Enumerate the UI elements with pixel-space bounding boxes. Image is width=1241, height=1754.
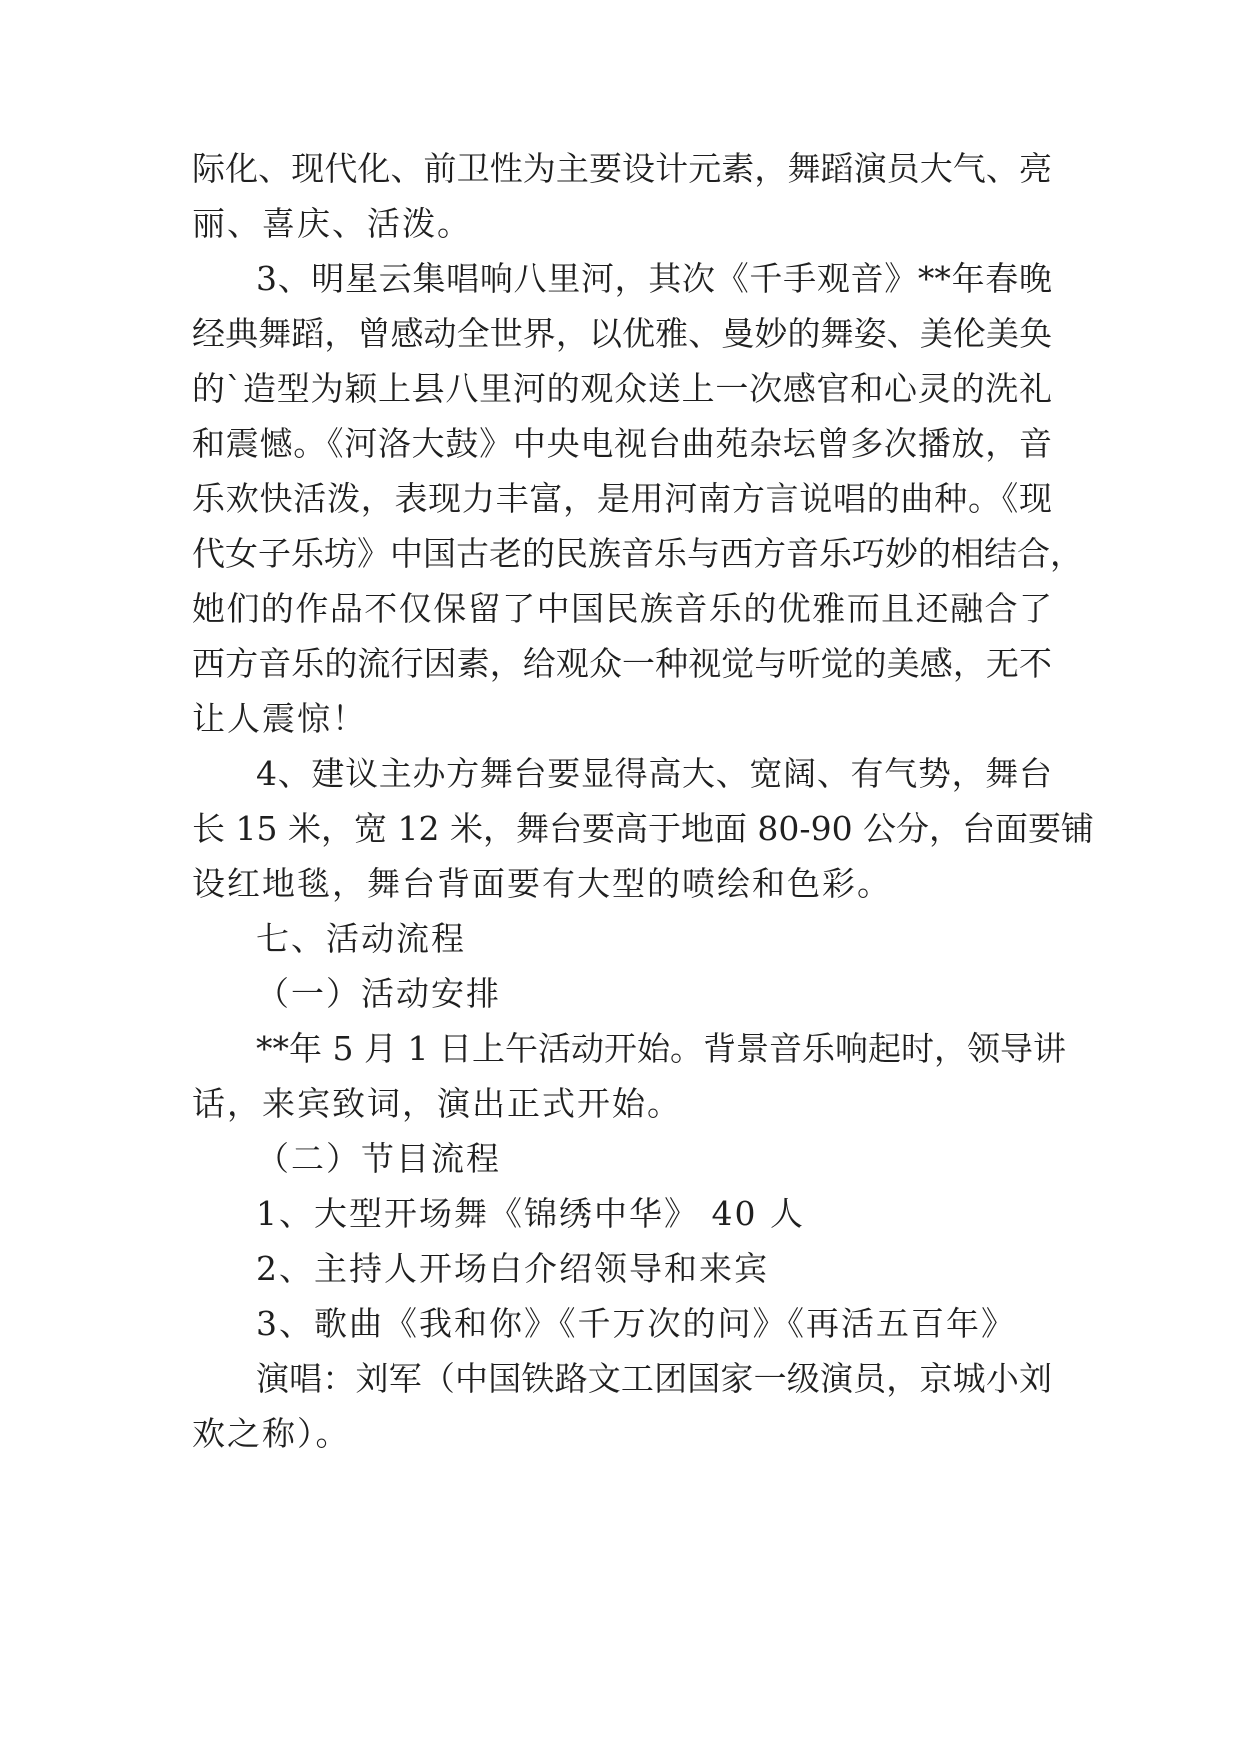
text-line-11: 让人震惊！ — [192, 699, 367, 738]
text-line-17: **年 5 月 1 日上午活动开始。背景音乐响起时，领导讲 — [256, 1029, 1066, 1068]
program-item-1: 1、大型开场舞《锦绣中华》 40 人 — [256, 1194, 805, 1233]
text-line-9: 她们的作品不仅保留了中国民族音乐的优雅而且还融合了 — [192, 589, 1052, 628]
text-line-4: 经典舞蹈，曾感动全世界，以优雅、曼妙的舞姿、美伦美奂 — [192, 314, 1052, 353]
text-line-13: 长 15 米，宽 12 米，舞台要高于地面 80-90 公分，台面要铺 — [192, 809, 1095, 848]
text-line-14: 设红地毯，舞台背面要有大型的喷绘和色彩。 — [192, 864, 892, 903]
text-line-12: 4、建议主办方舞台要显得高大、宽阔、有气势，舞台 — [256, 754, 1052, 793]
text-line-18: 话，来宾致词，演出正式开始。 — [192, 1084, 682, 1123]
program-item-3: 3、歌曲《我和你》《千万次的问》《再活五百年》 — [256, 1304, 1016, 1343]
text-line-3: 3、明星云集唱响八里河，其次《千手观音》**年春晚 — [256, 259, 1052, 298]
subsection-heading-1: （一）活动安排 — [256, 974, 501, 1013]
text-line-7: 乐欢快活泼，表现力丰富，是用河南方言说唱的曲种。《现 — [192, 479, 1052, 518]
subsection-heading-2: （二）节目流程 — [256, 1139, 501, 1178]
text-line-23: 演唱：刘军（中国铁路文工团国家一级演员，京城小刘 — [256, 1359, 1052, 1398]
program-item-2: 2、主持人开场白介绍领导和来宾 — [256, 1249, 769, 1288]
section-heading-7: 七、活动流程 — [256, 919, 466, 958]
text-line-2: 丽、喜庆、活泼。 — [192, 204, 472, 243]
text-line-10: 西方音乐的流行因素，给观众一种视觉与听觉的美感，无不 — [192, 644, 1052, 683]
text-line-8: 代女子乐坊》中国古老的民族音乐与西方音乐巧妙的相结合， — [192, 534, 1083, 573]
text-line-24: 欢之称）。 — [192, 1414, 351, 1453]
text-line-5: 的`造型为颖上县八里河的观众送上一次感官和心灵的洗礼 — [192, 369, 1052, 408]
text-line-1: 际化、现代化、前卫性为主要设计元素，舞蹈演员大气、亮 — [192, 149, 1052, 188]
text-line-6: 和震憾。《河洛大鼓》中央电视台曲苑杂坛曾多次播放，音 — [192, 424, 1052, 463]
